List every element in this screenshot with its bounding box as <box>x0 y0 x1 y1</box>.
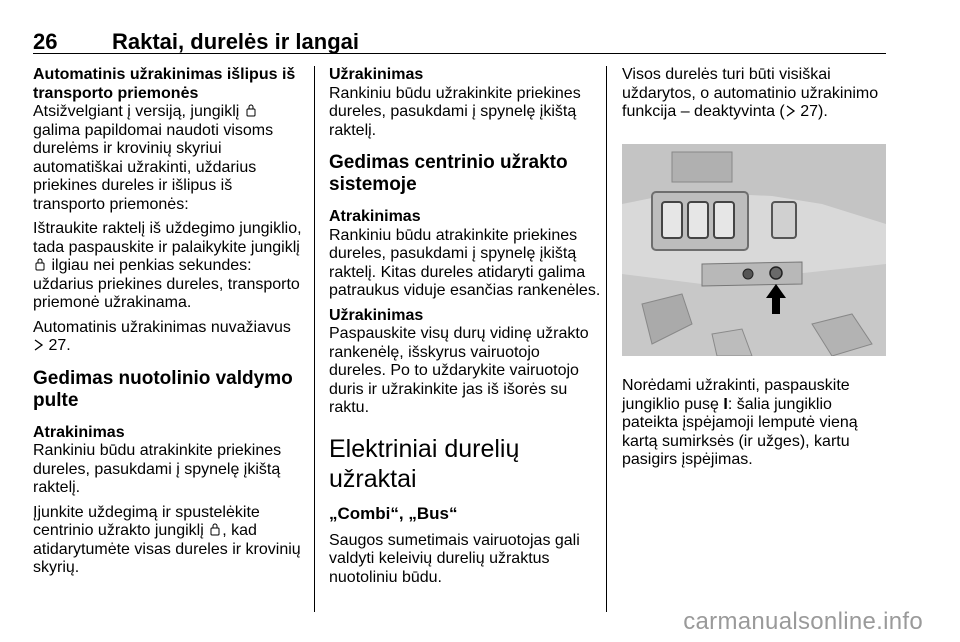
lock-switch-icon <box>35 258 45 271</box>
lock-switch-icon <box>210 523 220 536</box>
paragraph: Saugos sumetimais vairuotojas gali valdyti keleivių durelių užraktus nuotoliniu būdu. <box>329 531 580 586</box>
page-reference[interactable]: 27. <box>48 337 71 354</box>
page-number: 26 <box>33 29 58 54</box>
paragraph: Visos durelės turi būti visiškai uždarytos, o automatinio užrakinimo funkcija – deaktyvinta ( 27). <box>622 66 879 120</box>
paragraph: Automatinis užrakinimas nuvažiavus 27. <box>33 318 291 354</box>
paragraph: Rankiniu būdu atrakinkite priekines dureles, pasukdami į spynelę įkištą raktelį. <box>33 442 282 496</box>
column-2 <box>329 66 601 593</box>
heading-variants: „Combi“, „Bus“ <box>329 503 458 523</box>
paragraph: Ištraukite raktelį iš uždegimo jungiklio, tada paspauskite ir palaikykite jungiklį ilgiau nei penkias sekundes: uždarius priekines dureles, transporto priemonė užrakinama. <box>33 220 302 311</box>
subheading-lock: Užrakinimas <box>329 66 424 83</box>
paragraph: Įjunkite uždegimą ir spustelėkite centrinio užrakto jungiklį , kad atidarytumėte visas dureles ir krovinių skyrių. <box>33 503 301 576</box>
page-header <box>33 29 886 54</box>
column-3 <box>622 66 886 476</box>
page-reference-icon <box>785 105 796 117</box>
column-divider-1 <box>314 66 315 612</box>
subheading-lock: Užrakinimas <box>329 306 424 324</box>
column-1 <box>33 66 305 584</box>
page-reference-icon <box>33 339 44 351</box>
heading-central-failure: Gedimas centrinio užrakto sistemoje <box>329 152 568 195</box>
paragraph: Atsižvelgiant į versiją, jungiklį galima papildomai naudoti visoms durelėms ir krovinių skyriui automatiškai užrakinti, uždarius priekines dureles ir išlipus iš transporto priemonės: <box>33 103 274 213</box>
page-reference[interactable]: 27). <box>800 103 828 120</box>
paragraph: Rankiniu būdu atrakinkite priekines dureles, pasukdami į spynelę įkištą raktelį. Kitas dureles atidaryti galima patraukus viduje esančias rankenėles. <box>329 226 601 299</box>
dashboard-switch-illustration <box>622 144 886 356</box>
heading-remote-failure: Gedimas nuotolinio valdymo pulte <box>33 367 293 411</box>
paragraph: Norėdami užrakinti, paspauskite jungiklio pusę I: šalia jungiklio pateikta įspėjamoji lemputė vieną kartą sumirksės (ir užges), kartu pasigirs įspėjimas. <box>622 377 858 468</box>
paragraph: Paspauskite visų durų vidinę užrakto rankenėlę, išskyrus vairuotojo dureles. Po to uždarykite vairuotojo duris ir užrakinkite jas iš išorės su raktu. <box>329 325 589 416</box>
watermark: carmanualsonline.info <box>683 608 923 635</box>
paragraph: Rankiniu būdu užrakinkite priekines dureles, pasukdami į spynelę įkištą raktelį. <box>329 84 581 139</box>
subheading-unlock: Atrakinimas <box>33 423 125 441</box>
subheading-unlock: Atrakinimas <box>329 208 421 225</box>
heading-electric-locks: Elektriniai durelių užraktai <box>329 434 520 493</box>
heading-auto-lock: Automatinis užrakinimas išlipus iš transporto priemonės <box>33 66 296 102</box>
lock-switch-icon <box>246 104 256 117</box>
column-divider-2 <box>606 66 607 612</box>
section-title: Raktai, durelės ir langai <box>112 29 359 54</box>
